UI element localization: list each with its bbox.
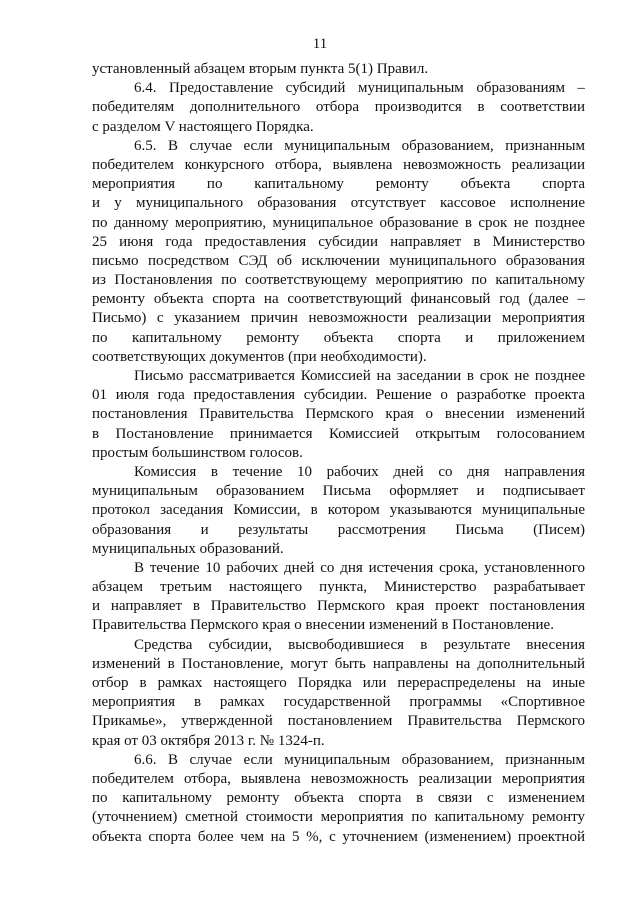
text-line: объекта спорта более чем на 5 %, с уточнением (изменением) проектной (92, 828, 585, 845)
text-line: мероприятия в рамках государственной программы «Спортивное (92, 694, 585, 711)
text-line: протокол заседания Комиссии, в котором указываются муниципальные (92, 502, 585, 519)
text-line: мероприятия по капитальному ремонту объекта спорта (92, 176, 585, 193)
text-line: с разделом V настоящего Порядка. (92, 118, 314, 135)
text-line: из Постановления по соответствующему мероприятию по капитальному (92, 272, 585, 289)
text-line: изменений в Постановление, могут быть направлены на дополнительный (92, 655, 585, 672)
text-line: простым большинством голосов. (92, 444, 303, 461)
text-line: установленный абзацем вторым пункта 5(1) Правил. (92, 61, 429, 77)
text-line: отбор в рамках настоящего Порядка или перераспределены на иные (92, 675, 585, 691)
text-line: Прикамье», утвержденной постановлением Правительства Пермского (92, 713, 585, 730)
text-line: муниципальным образованием Письма оформляет и подписывает (92, 483, 585, 500)
text-line: победителям дополнительного отбора производится в соответствии (92, 99, 585, 116)
text-line: и у муниципального образования отсутствует кассовое исполнение (92, 195, 585, 212)
text-line: Правительства Пермского края о внесении изменений в Постановление. (92, 617, 554, 634)
text-line: и направляет в Правительство Пермского края проект постановления (92, 598, 585, 615)
text-line: 01 июля года предоставления субсидии. Решение о разработке проекта (92, 387, 585, 404)
page-number: 11 (312, 36, 328, 52)
text-line: постановления Правительства Пермского края о внесении изменений (92, 406, 585, 423)
text-line: ремонту объекта спорта на соответствующий финансовый год (далее – (92, 291, 585, 308)
text-line: (уточнением) сметной стоимости мероприятия по капитальному ремонту (92, 809, 585, 826)
text-line: 6.5. В случае если муниципальным образованием, признанным (134, 137, 585, 154)
text-line: победителем отбора, выявлена невозможность реализации мероприятия (92, 770, 585, 787)
text-line: в Постановление принимается Комиссией открытым голосованием (92, 425, 585, 442)
text-line: письмо посредством СЭД об исключении муниципального образования (92, 252, 585, 269)
text-line: победителем конкурсного отбора, выявлена невозможность реализации (92, 156, 585, 173)
text-line: края от 03 октября 2013 г. № 1324-п. (92, 732, 325, 749)
text-line: по капитальному ремонту объекта спорта и приложением (92, 329, 585, 346)
text-line: образования и результаты рассмотрения Письма (Писем) (92, 521, 585, 538)
text-line: соответствующих документов (при необходимости). (92, 348, 427, 365)
text-line: по данному мероприятию, муниципальное образование в срок не позднее (92, 214, 585, 231)
text-line: Письмо) с указанием причин невозможности реализации мероприятия (92, 310, 585, 327)
text-line: абзацем третьим настоящего пункта, Министерство разрабатывает (92, 579, 585, 596)
text-line: Комиссия в течение 10 рабочих дней со дня направления (134, 463, 585, 480)
document-body (92, 60, 585, 847)
text-line: по капитальному ремонту объекта спорта в связи с изменением (92, 790, 585, 807)
text-line: 6.4. Предоставление субсидий муниципальным образованиям – (134, 80, 585, 97)
text-line: муниципальных образований. (92, 540, 284, 557)
text-line: В течение 10 рабочих дней со дня истечения срока, установленного (134, 559, 585, 576)
text-line: Средства субсидии, высвободившиеся в результате внесения (134, 636, 585, 653)
text-line: 25 июня года предоставления субсидии направляет в Министерство (92, 233, 585, 250)
text-line: Письмо рассматривается Комиссией на заседании в срок не позднее (134, 368, 585, 384)
text-line: 6.6. В случае если муниципальным образованием, признанным (134, 751, 585, 768)
